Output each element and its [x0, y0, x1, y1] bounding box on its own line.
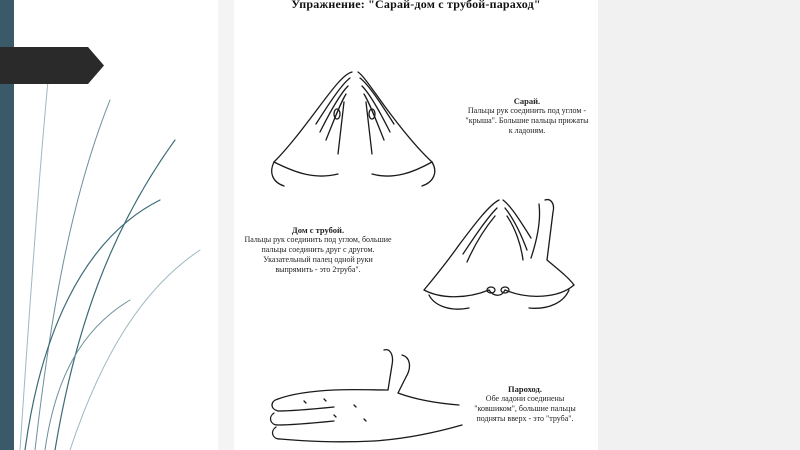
- house-caption-line: Указательный палец одной руки: [263, 255, 373, 264]
- document-margin-left: [218, 0, 234, 450]
- steamship-caption: [450, 384, 600, 424]
- exercise-title: Упражнение: "Сарай-дом с трубой-параход": [291, 0, 541, 11]
- document-page: [234, 0, 598, 450]
- house-caption-line: Пальцы рук соединить под углом, большие: [244, 235, 392, 244]
- house-caption-title: Дом с трубой.: [291, 225, 345, 235]
- house-caption-line: пальцы соединить друг с другом.: [261, 245, 375, 254]
- barn-hands-illustration: [264, 62, 444, 192]
- slide-marker-arrow: [0, 47, 104, 84]
- house-with-chimney-hands-illustration: [419, 190, 579, 320]
- barn-caption-line: Пальцы рук соединить под углом -: [467, 106, 587, 115]
- barn-caption-line: "крыша". Большие пальцы прижаты: [465, 116, 589, 125]
- steamship-hands-illustration: [264, 345, 464, 450]
- steamship-caption-line: Обе ладони соединены: [485, 394, 565, 403]
- steamship-caption-title: Пароход.: [508, 384, 542, 394]
- barn-caption-title: Сарай.: [513, 96, 541, 106]
- steamship-caption-line: "ковшиком", большие пальцы: [474, 404, 576, 413]
- barn-caption-line: к ладоням.: [508, 126, 546, 135]
- steamship-caption-line: подняты вверх - это "труба".: [476, 414, 574, 423]
- barn-caption: [452, 96, 602, 136]
- document-margin-right: [598, 0, 800, 450]
- house-caption-line: выпрямить - это 2труба".: [275, 265, 361, 274]
- house-caption: [234, 225, 402, 275]
